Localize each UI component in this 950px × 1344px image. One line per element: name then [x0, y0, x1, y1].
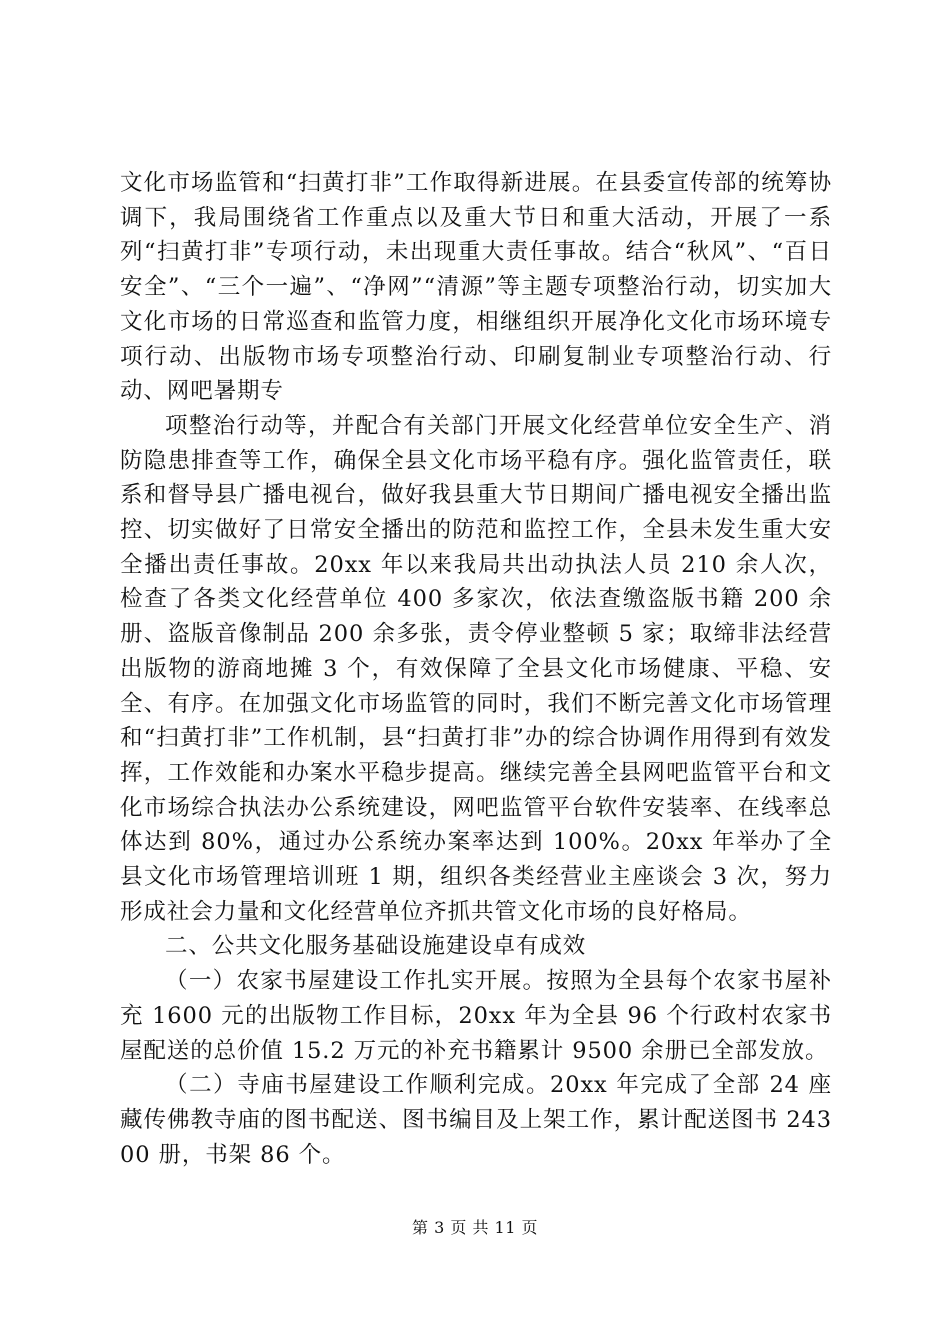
paragraph-market-supervision: 文化市场监管和“扫黄打非”工作取得新进展。在县委宣传部的统筹协调下，我局围绕省工作重点以及重大节日和重大活动，开展了一系列“扫黄打非”专项行动，未出现重大责任事故。结合“秋风”、“百日安全”、“三个一遍”、“净网”“清源”等主题专项整治行动，切实加大文化市场的日常巡查和监管力度，相继组织开展净化文化市场环境专项行动、出版物市场专项整治行动、印刷复制业专项整治行动、行动、网吧暑期专: [120, 170, 832, 405]
paragraph-temple-library: （二）寺庙书屋建设工作顺利完成。20xx 年完成了全部 24 座藏传佛教寺庙的图书配送、图书编目及上架工作，累计配送图书 24300 册，书架 86 个。: [120, 1072, 832, 1168]
document-body: [120, 166, 832, 1172]
paragraph-rectification-actions: 项整治行动等，并配合有关部门开展文化经营单位安全生产、消防隐患排查等工作，确保全县文化市场平稳有序。强化监管责任，联系和督导县广播电视台，做好我县重大节日期间广播电视安全播出监控、切实做好了日常安全播出的防范和监控工作，全县未发生重大安全播出责任事故。20xx 年以来我局共出动执法人员 210 余人次，检查了各类文化经营单位 400 多家次，依法查缴盗版书籍 200 余册、盗版音像制品 200 余多张，责令停业整顿 5 家；取缔非法经营出版物的游商地摊 3 个，有效保障了全县文化市场健康、平稳、安全、有序。在加强文化市场监管的同时，我们不断完善文化市场管理和“扫黄打非”工作机制，县“扫黄打非”办的综合协调作用得到有效发挥，工作效能和办案水平稳步提高。继续完善全县网吧监管平台和文化市场综合执法办公系统建设，网吧监管平台软件安装率、在线率总体达到 80%，通过办公系统办案率达到 100%。20xx 年举办了全县文化市场管理培训班 1 期，组织各类经营业主座谈会 3 次，努力形成社会力量和文化经营单位齐抓共管文化市场的良好格局。: [120, 412, 832, 925]
section-heading-public-culture: 二、公共文化服务基础设施建设卓有成效: [165, 933, 587, 960]
page-number-footer: 第 3 页 共 11 页: [412, 1218, 538, 1237]
paragraph-farmhouse-library: （一）农家书屋建设工作扎实开展。按照为全县每个农家书屋补充 1600 元的出版物工作目标，20xx 年为全县 96 个行政村农家书屋配送的总价值 15.2 万元的补充书籍累计 9500 余册已全部发放。: [120, 968, 832, 1064]
